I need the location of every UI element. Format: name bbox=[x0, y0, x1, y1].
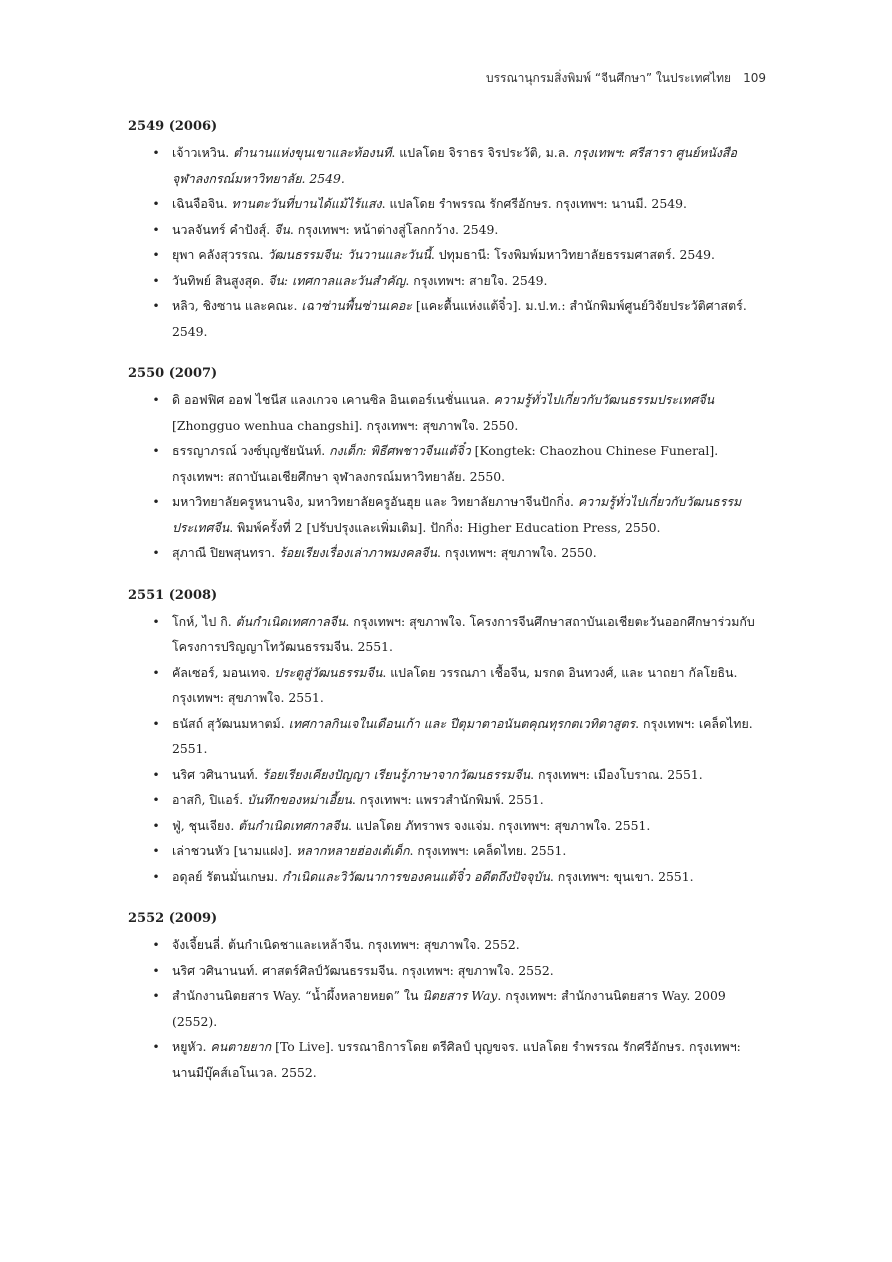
entry-text: . กรุงเทพฯ: ขุนเขา. 2551. bbox=[549, 868, 694, 884]
entry-text: [แคะตื้นแห่งแต้จิ๋ว]. ม.ป.ท.: สำนักพิมพ์ศูนย์วิจัยประวัติศาสตร์. 2549. bbox=[172, 298, 747, 339]
bibliography-entry bbox=[128, 958, 768, 984]
bullet-icon: • bbox=[152, 494, 160, 509]
page-number: 109 bbox=[743, 71, 766, 85]
entry-text: สุภาณี ปิยพสุนทรา. bbox=[172, 545, 280, 560]
entry-text: . กรุงเทพฯ: หน้าต่างสู่โลกกว้าง. 2549. bbox=[289, 221, 499, 237]
entry-text: คัลเซอร์, มอนเทจ. bbox=[172, 664, 275, 680]
bibliography-entry bbox=[128, 293, 768, 344]
entry-title-text: หลากหลายฮ่องเต้เด็ก bbox=[296, 843, 410, 858]
entry-title-text: กงเต็ก: พิธีศพชาวจีนแต้จิ๋ว bbox=[329, 443, 471, 458]
bullet-icon: • bbox=[152, 962, 160, 978]
bullet-icon: • bbox=[152, 988, 160, 1003]
entry-text: . กรุงเทพฯ: เคล็ดไทย. 2551. bbox=[172, 715, 753, 756]
entry-text: เจ้าวเหวิน. bbox=[172, 145, 234, 160]
entry-text: ฟู่, ชุนเจียง. bbox=[172, 817, 239, 833]
entry-text: . กรุงเทพฯ: สุขภาพใจ. 2550. bbox=[436, 545, 597, 560]
bibliography-entry bbox=[128, 983, 768, 1034]
bibliography-entry bbox=[128, 660, 768, 711]
entry-title-text: กำเนิดและวิวัฒนาการของคนแต้จิ๋ว อดีตถึงปัจจุบัน bbox=[282, 868, 550, 884]
bibliography-entry bbox=[128, 762, 768, 788]
bibliography-entry bbox=[128, 217, 768, 243]
header-title: บรรณานุกรมสิ่งพิมพ์ “จีนศึกษา” ในประเทศไทย bbox=[485, 71, 732, 85]
entry-text: [To Live]. บรรณาธิการโดย ตรีศิลป์ บุญขจร. แปลโดย รำพรรณ รักศรีอักษร. กรุงเทพฯ: นานมีบุ๊คส์เอโนเวล. 2552. bbox=[172, 1039, 741, 1080]
bullet-icon: • bbox=[152, 545, 160, 560]
entry-title-text: เทศกาลกินเจในเดือนเก้า และ ปีตุมาตาอนันตคุณทุรกตเวทิตาสูตร bbox=[288, 715, 636, 731]
bullet-icon: • bbox=[152, 145, 160, 160]
bullet-icon: • bbox=[152, 298, 160, 313]
bibliography-entry bbox=[128, 711, 768, 762]
entry-title-text: นิตยสาร Way bbox=[422, 988, 498, 1003]
entry-title-text: จีน: เทศกาลและวันสำคัญ bbox=[268, 272, 406, 288]
entry-text: หลิว, ชิงซาน และคณะ. bbox=[172, 298, 302, 313]
entry-title-text: ร้อยเรียงเรื่องเล่าภาพมงคลจีน bbox=[279, 545, 437, 560]
entry-title-text: ประตูสู่วัฒนธรรมจีน bbox=[274, 664, 383, 680]
bullet-icon: • bbox=[152, 766, 160, 782]
entry-title-text: บันทึกของหม่าเอี้ยน bbox=[247, 792, 352, 807]
bullet-icon: • bbox=[152, 392, 160, 407]
entry-title-text: จีน bbox=[274, 221, 290, 237]
entry-title-text: ร้อยเรียงเคียงปัญญา เรียนรู้ภาษาจากวัฒนธรรมจีน bbox=[262, 766, 531, 782]
year-heading: 2549 (2006) bbox=[128, 119, 218, 134]
bullet-icon: • bbox=[152, 792, 160, 807]
year-heading: 2552 (2009) bbox=[128, 911, 218, 926]
entry-text: . พิมพ์ครั้งที่ 2 [ปรับปรุงและเพิ่มเติม]. ปักกิ่ง: Higher Education Press, 2550. bbox=[229, 519, 661, 535]
entry-text: . แปลโดย รำพรรณ รักศรีอักษร. กรุงเทพฯ: นานมี. 2549. bbox=[381, 196, 687, 211]
entry-text: . กรุงเทพฯ: แพรวสำนักพิมพ์. 2551. bbox=[351, 792, 544, 807]
entry-title-text: ต้นกำเนิดเทศกาลจีน bbox=[238, 817, 348, 833]
entry-text: มหาวิทยาลัยครูหนานจิง, มหาวิทยาลัยครูอันฮุย และ วิทยาลัยภาษาจีนปักกิ่ง. bbox=[172, 494, 578, 509]
entry-text: นริศ วศินานนท์. bbox=[172, 766, 263, 782]
year-heading: 2550 (2007) bbox=[128, 366, 218, 381]
bibliography-entry bbox=[128, 609, 768, 660]
bibliography-entry bbox=[128, 813, 768, 839]
bullet-icon: • bbox=[152, 196, 160, 211]
entry-text: ธนัสถ์ สุวัฒนมหาตม์. bbox=[172, 715, 289, 731]
entry-text: [Kongtek: Chaozhou Chinese Funeral]. กรุงเทพฯ: สถาบันเอเชียศึกษา จุฬาลงกรณ์มหาวิทยาลัย. 2550. bbox=[172, 443, 719, 484]
entry-text: . กรุงเทพฯ: เคล็ดไทย. 2551. bbox=[409, 843, 567, 858]
entry-text: ยุพา คลังสุวรรณ. bbox=[172, 247, 268, 262]
entry-list bbox=[128, 932, 768, 1085]
bullet-icon: • bbox=[152, 272, 160, 288]
bibliography-body bbox=[128, 118, 768, 1106]
entry-text: นวลจันทร์ คำปังสุ์. bbox=[172, 221, 275, 237]
entry-title-text: เฉาซ่านพื้นซ่านเคอะ bbox=[301, 298, 412, 313]
year-section bbox=[128, 365, 768, 566]
bibliography-entry bbox=[128, 540, 768, 566]
bibliography-entry bbox=[128, 140, 768, 191]
bullet-icon: • bbox=[152, 613, 160, 629]
entry-text: โกห์, ไป กิ. bbox=[172, 613, 236, 629]
bullet-icon: • bbox=[152, 868, 160, 884]
entry-text: . กรุงเทพฯ: สุขภาพใจ. โครงการจีนศึกษาสถาบันเอเชียตะวันออกศึกษาร่วมกับโครงการปริญญาโทวัฒนธรรมจีน. 2551. bbox=[172, 613, 755, 654]
entry-title-text: วัฒนธรรมจีน: วันวานและวันนี้ bbox=[267, 247, 431, 262]
entry-text: จังเจี้ยนลี่. ต้นกำเนิดชาและเหล้าจีน. กรุงเทพฯ: สุขภาพใจ. 2552. bbox=[172, 937, 520, 952]
entry-text: เฉินจือจิน. bbox=[172, 196, 232, 211]
running-header bbox=[486, 69, 766, 88]
bullet-icon: • bbox=[152, 817, 160, 833]
bibliography-entry bbox=[128, 838, 768, 864]
entry-list bbox=[128, 609, 768, 890]
entry-list bbox=[128, 387, 768, 566]
entry-text: สำนักงานนิตยสาร Way. “น้ำผึ้งหลายหยด” ใน bbox=[172, 988, 423, 1003]
entry-text: เล่าชวนหัว [นามแฝง]. bbox=[172, 843, 297, 858]
entry-text: อดุลย์ รัตนมั่นเกษม. bbox=[172, 868, 283, 884]
bullet-icon: • bbox=[152, 247, 160, 262]
bibliography-entry bbox=[128, 242, 768, 268]
entry-text: ดิ ออฟฟิศ ออฟ ไชนีส แลงเกวจ เคานซิล อินเตอร์เนชั่นแนล. bbox=[172, 392, 494, 407]
year-section bbox=[128, 587, 768, 890]
bibliography-entry bbox=[128, 489, 768, 540]
entry-text: [Zhongguo wenhua changshi]. กรุงเทพฯ: สุขภาพใจ. 2550. bbox=[172, 417, 519, 433]
bibliography-entry bbox=[128, 438, 768, 489]
entry-title-text: ต้นกำเนิดเทศกาลจีน bbox=[235, 613, 346, 629]
bibliography-entry bbox=[128, 191, 768, 217]
bullet-icon: • bbox=[152, 843, 160, 858]
bibliography-entry bbox=[128, 1034, 768, 1085]
entry-text: . แปลโดย จิราธร จิรประวัติ, ม.ล. bbox=[391, 145, 574, 160]
entry-title-text: กรุงเทพฯ: ศรีสารา ศูนย์หนังสือจุฬาลงกรณ์มหาวิทยาลัย. 2549. bbox=[172, 145, 737, 186]
entry-text: . กรุงเทพฯ: เมืองโบราณ. 2551. bbox=[530, 766, 703, 782]
entry-title-text: ทานตะวันที่บานได้แม้ไร้แสง bbox=[231, 196, 382, 211]
bullet-icon: • bbox=[152, 937, 160, 952]
entry-text: . แปลโดย ภัทราพร จงแจ่ม. กรุงเทพฯ: สุขภาพใจ. 2551. bbox=[348, 817, 651, 833]
entry-text: วันทิพย์ สินสูงสุด. bbox=[172, 272, 269, 288]
entry-text: . กรุงเทพฯ: สำนักงานนิตยสาร Way. 2009 (2552). bbox=[172, 988, 726, 1029]
entry-text: หยูหัว. bbox=[172, 1039, 211, 1054]
year-heading: 2551 (2008) bbox=[128, 587, 218, 603]
entry-text: . แปลโดย วรรณภา เชื้อจีน, มรกต อินทวงศ์, และ นาถยา กัลโยธิน. กรุงเทพฯ: สุขภาพใจ. 2551. bbox=[172, 664, 738, 705]
entry-title-text: คนตายยาก bbox=[210, 1039, 272, 1054]
bullet-icon: • bbox=[152, 664, 160, 680]
bibliography-entry bbox=[128, 932, 768, 958]
bibliography-entry bbox=[128, 787, 768, 813]
bullet-icon: • bbox=[152, 1039, 160, 1054]
year-section bbox=[128, 118, 768, 344]
entry-title-text: ความรู้ทั่วไปเกี่ยวกับวัฒนธรรมประเทศจีน bbox=[172, 494, 742, 535]
bullet-icon: • bbox=[152, 715, 160, 731]
entry-list bbox=[128, 140, 768, 344]
entry-text: . กรุงเทพฯ: สายใจ. 2549. bbox=[405, 272, 548, 288]
entry-title-text: ตำนานแห่งขุนเขาและท้องนที bbox=[233, 145, 392, 160]
bibliography-entry bbox=[128, 864, 768, 890]
bullet-icon: • bbox=[152, 443, 160, 458]
entry-title-text: ความรู้ทั่วไปเกี่ยวกับวัฒนธรรมประเทศจีน bbox=[493, 392, 715, 407]
entry-text: . ปทุมธานี: โรงพิมพ์มหาวิทยาลัยธรรมศาสตร์. 2549. bbox=[430, 247, 715, 262]
entry-text: ธรรญาภรณ์ วงซ์บุญชัยนันท์. bbox=[172, 443, 330, 458]
entry-text: นริศ วศินานนท์. ศาสตร์ศิลป์วัฒนธรรมจีน. กรุงเทพฯ: สุขภาพใจ. 2552. bbox=[172, 962, 554, 978]
entry-text: อาสกิ, ปิแอร์. bbox=[172, 792, 248, 807]
bullet-icon: • bbox=[152, 221, 160, 237]
bibliography-entry bbox=[128, 387, 768, 438]
bibliography-entry bbox=[128, 268, 768, 294]
year-section bbox=[128, 910, 768, 1085]
